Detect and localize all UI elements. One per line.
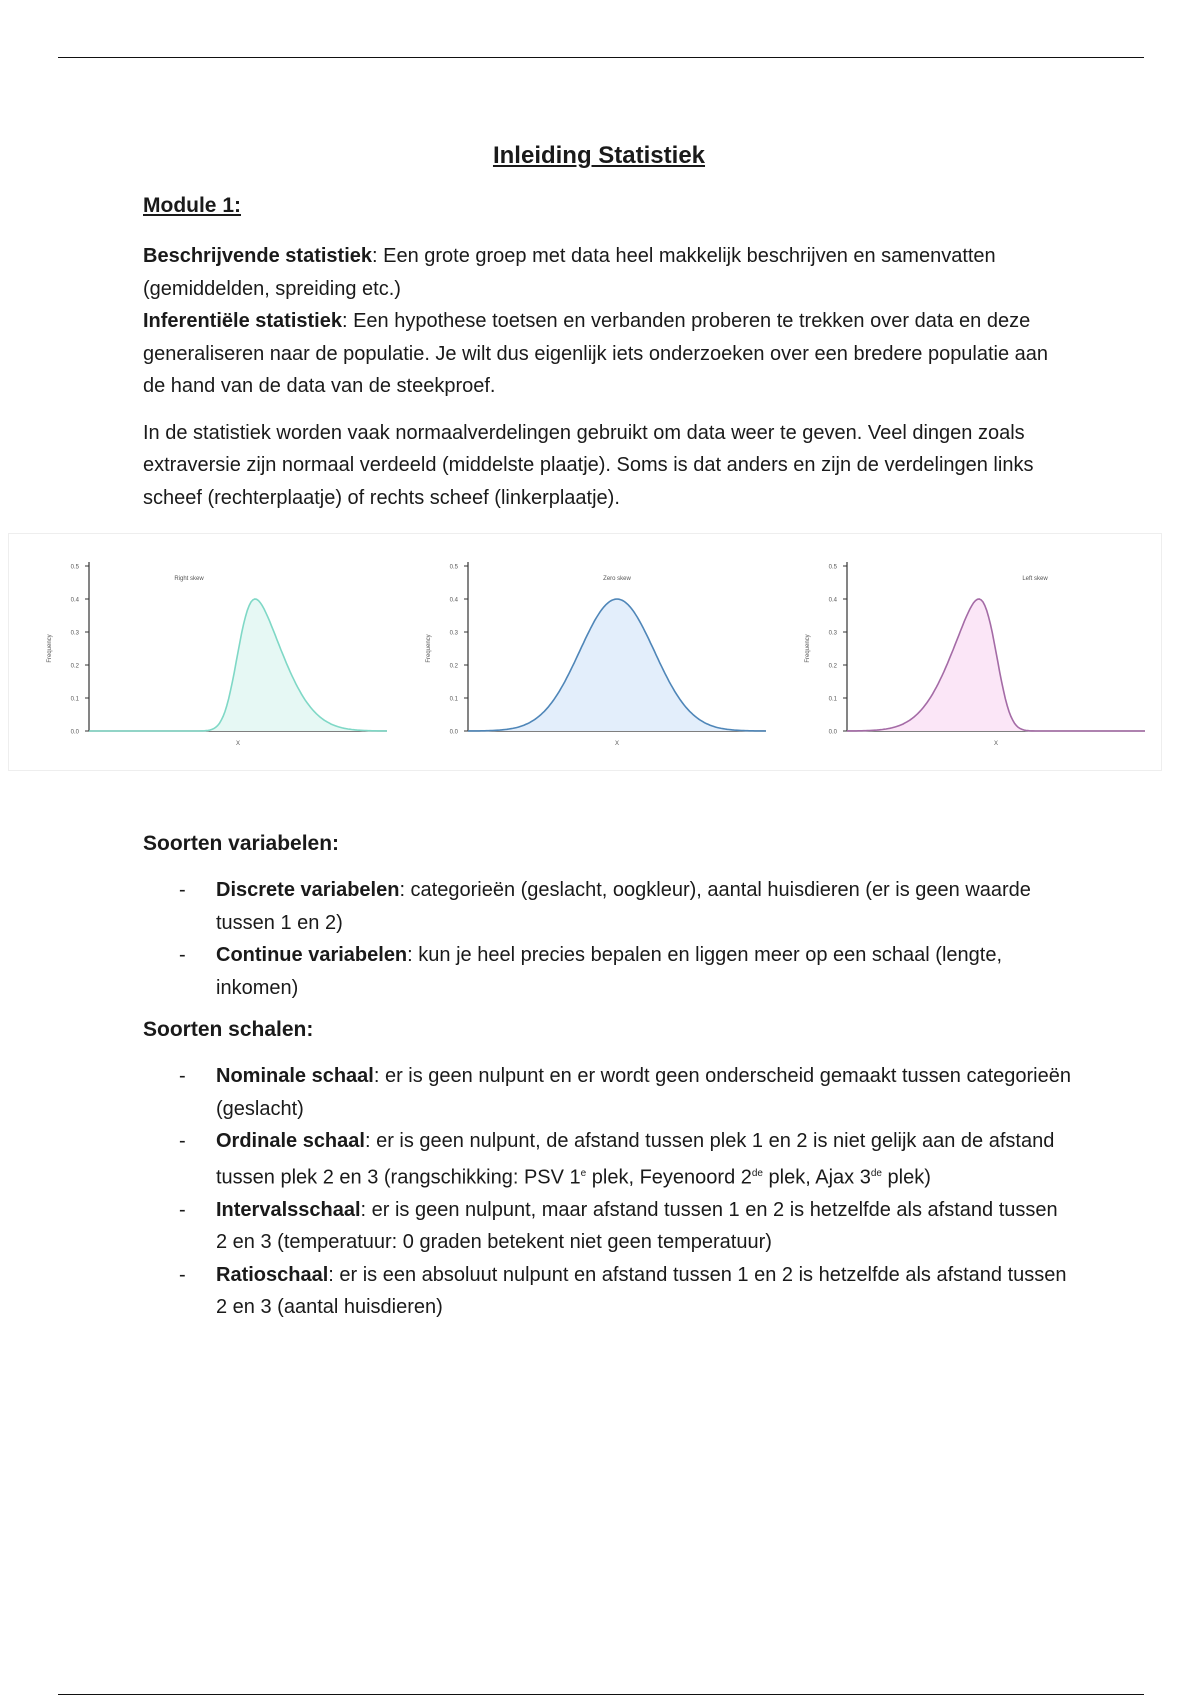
y-tick-label: 0.4 — [449, 597, 458, 604]
bullet-dash: - — [179, 879, 186, 901]
page-title: Inleiding Statistiek — [492, 142, 706, 169]
list-item — [143, 1125, 1073, 1194]
scales-heading: Soorten schalen: — [143, 1018, 314, 1041]
text-ordinal-b: plek, Feyenoord 2 — [586, 1166, 752, 1189]
y-tick-label: 0.4 — [828, 597, 837, 604]
y-tick-label: 0.2 — [70, 663, 79, 670]
term-discrete: Discrete variabelen — [216, 879, 400, 901]
types-section — [143, 832, 1073, 1338]
chart-left-skew-svg — [787, 534, 1167, 770]
y-tick-label: 0.0 — [70, 729, 79, 736]
distribution-area — [468, 599, 766, 731]
y-axis-label: Frequency — [805, 634, 811, 663]
y-tick-label: 0.1 — [70, 696, 79, 703]
term-continuous: Continue variabelen — [216, 944, 408, 966]
y-tick-label: 0.1 — [449, 696, 458, 703]
term-inferential: Inferentiële statistiek — [143, 310, 342, 332]
y-tick-label: 0.0 — [828, 729, 837, 736]
y-tick-label: 0.0 — [449, 729, 458, 736]
chart-title: Zero skew — [603, 576, 631, 582]
x-axis-label: X — [614, 741, 620, 747]
list-item — [143, 1194, 1073, 1259]
variables-heading: Soorten variabelen: — [143, 832, 340, 855]
term-descriptive: Beschrijvende statistiek — [143, 245, 372, 267]
term-nominal: Nominale schaal — [216, 1065, 374, 1087]
text-ordinal-c: plek, Ajax 3 — [763, 1166, 871, 1189]
distribution-figure — [8, 533, 1162, 771]
list-item — [143, 874, 1073, 939]
bullet-dash: - — [179, 1263, 186, 1286]
bullet-dash: - — [179, 1198, 186, 1221]
chart-left-skew — [787, 534, 1167, 770]
top-rule — [58, 57, 1144, 58]
chart-zero-skew-svg — [408, 534, 788, 770]
sup-second: de — [751, 1167, 763, 1179]
text-discrete: : categorieën (geslacht, oogkleur), aantal huisdieren (er is geen waarde tussen 1 en 2) — [216, 879, 1031, 934]
sup-third: de — [870, 1167, 882, 1179]
list-item — [143, 1060, 1073, 1125]
y-tick-label: 0.5 — [449, 564, 458, 571]
x-axis-label: X — [235, 741, 241, 747]
bullet-dash: - — [179, 1130, 186, 1152]
y-tick-label: 0.1 — [828, 696, 837, 703]
sup-first: e — [580, 1167, 587, 1179]
bullet-dash: - — [179, 944, 186, 966]
bottom-rule — [58, 1694, 1144, 1695]
list-item — [143, 939, 1073, 1004]
y-tick-label: 0.2 — [449, 663, 458, 670]
chart-title: Left skew — [1022, 576, 1048, 582]
y-tick-label: 0.5 — [70, 564, 79, 571]
text-inferential: : Een hypothese toetsen en verbanden proberen te trekken over data en deze generaliseren naar de populatie. Je wilt dus eigenlijk iets onderzoeken over een bredere populatie aan de hand van de data van de steekproef. — [143, 310, 1049, 397]
chart-right-skew — [29, 534, 409, 770]
y-axis-label: Frequency — [47, 634, 53, 663]
term-ratio: Ratioschaal — [216, 1263, 329, 1286]
text-interval: : er is geen nulpunt, maar afstand tussen 1 en 2 is hetzelfde als afstand tussen 2 en 3 (temperatuur: 0 graden betekent niet geen temperatuur) — [216, 1198, 1058, 1254]
variables-list — [143, 874, 1073, 1004]
y-axis-label: Frequency — [426, 634, 432, 663]
text-nominal: : er is geen nulpunt en er wordt geen onderscheid gemaakt tussen categorieën (geslacht) — [216, 1065, 1071, 1120]
chart-title: Right skew — [174, 576, 204, 582]
module-heading: Module 1: — [143, 194, 241, 217]
term-interval: Intervalsschaal — [216, 1198, 361, 1221]
term-ordinal: Ordinale schaal — [216, 1130, 365, 1152]
paragraph-normal-distribution: In de statistiek worden vaak normaalverdelingen gebruikt om data weer te geven. Veel dingen zoals extraversie zijn normaal verdeeld (middelste plaatje). Soms is dat anders en zijn de verdelingen links scheef (rechterplaatje) of rechts scheef (linkerplaatje). — [143, 421, 1034, 509]
chart-zero-skew — [408, 534, 788, 770]
text-ordinal-a: : er is geen nulpunt, de afstand tussen plek 1 en 2 is niet gelijk aan de afstand tussen plek 2 en 3 (rangschikking: PSV 1 — [216, 1130, 1055, 1189]
distribution-area — [847, 599, 1145, 731]
text-ordinal-d: plek) — [881, 1166, 931, 1189]
text-ratio: : er is een absoluut nulpunt en afstand tussen 1 en 2 is hetzelfde als afstand tussen 2 en 3 (aantal huisdieren) — [216, 1263, 1067, 1319]
scales-list — [143, 1060, 1073, 1324]
list-item — [143, 1259, 1073, 1324]
chart-right-skew-svg — [29, 534, 409, 770]
paragraph-descriptive — [143, 240, 1063, 403]
intro-section — [143, 142, 1063, 528]
distribution-area — [89, 599, 387, 731]
text-descriptive: : Een grote groep met data heel makkelijk beschrijven en samenvatten (gemiddelden, spreiding etc.) — [143, 245, 996, 300]
bullet-dash: - — [179, 1065, 186, 1087]
x-axis-label: X — [993, 741, 999, 747]
y-tick-label: 0.2 — [828, 663, 837, 670]
y-tick-label: 0.3 — [828, 630, 837, 637]
text-continuous: : kun je heel precies bepalen en liggen meer op een schaal (lengte, inkomen) — [216, 944, 1002, 999]
y-tick-label: 0.3 — [70, 630, 79, 637]
y-tick-label: 0.4 — [70, 597, 79, 604]
y-tick-label: 0.5 — [828, 564, 837, 571]
y-tick-label: 0.3 — [449, 630, 458, 637]
